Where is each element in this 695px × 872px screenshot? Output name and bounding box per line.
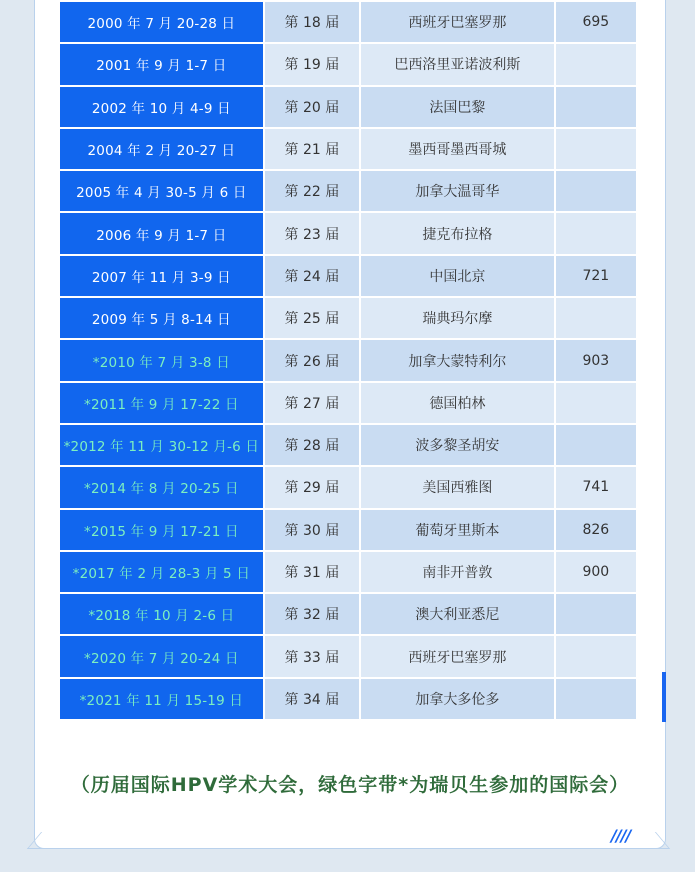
table-row	[60, 467, 636, 507]
city-cell: 捷克布拉格	[361, 213, 554, 253]
city-cell: 加拿大蒙特利尔	[361, 340, 554, 380]
attendance-cell: 900	[556, 552, 636, 592]
session-cell: 第 32 届	[265, 594, 359, 634]
scroll-indicator	[662, 672, 666, 722]
session-cell: 第 23 届	[265, 213, 359, 253]
session-cell: 第 25 届	[265, 298, 359, 338]
session-cell: 第 30 届	[265, 510, 359, 550]
table-row	[60, 679, 636, 719]
table-row	[60, 594, 636, 634]
table-row	[60, 298, 636, 338]
table-row	[60, 552, 636, 592]
attendance-cell	[556, 44, 636, 84]
city-cell: 加拿大温哥华	[361, 171, 554, 211]
city-cell: 澳大利亚悉尼	[361, 594, 554, 634]
decorative-slashes: ////	[611, 826, 631, 845]
city-cell: 波多黎圣胡安	[361, 425, 554, 465]
session-cell: 第 24 届	[265, 256, 359, 296]
date-cell: 2000 年 7 月 20-28 日	[60, 2, 263, 42]
date-cell: *2011 年 9 月 17-22 日	[60, 383, 263, 423]
date-cell: 2001 年 9 月 1-7 日	[60, 44, 263, 84]
attendance-cell	[556, 594, 636, 634]
session-cell: 第 34 届	[265, 679, 359, 719]
city-cell: 南非开普敦	[361, 552, 554, 592]
city-cell: 加拿大多伦多	[361, 679, 554, 719]
attendance-cell	[556, 636, 636, 676]
session-cell: 第 20 届	[265, 87, 359, 127]
city-cell: 西班牙巴塞罗那	[361, 636, 554, 676]
date-cell: 2005 年 4 月 30-5 月 6 日	[60, 171, 263, 211]
city-cell: 葡萄牙里斯本	[361, 510, 554, 550]
attendance-cell	[556, 87, 636, 127]
attendance-cell	[556, 425, 636, 465]
table-row	[60, 2, 636, 42]
attendance-cell	[556, 171, 636, 211]
attendance-cell: 903	[556, 340, 636, 380]
city-cell: 巴西洛里亚诺波利斯	[361, 44, 554, 84]
date-cell: *2017 年 2 月 28-3 月 5 日	[60, 552, 263, 592]
city-cell: 德国柏林	[361, 383, 554, 423]
date-cell: *2020 年 7 月 20-24 日	[60, 636, 263, 676]
date-cell: 2007 年 11 月 3-9 日	[60, 256, 263, 296]
date-cell: *2012 年 11 月 30-12 月-6 日	[60, 425, 263, 465]
table-caption: （历届国际HPV学术大会，绿色字带*为瑞贝生参加的国际会）	[70, 774, 630, 796]
city-cell: 美国西雅图	[361, 467, 554, 507]
date-cell: *2010 年 7 月 3-8 日	[60, 340, 263, 380]
attendance-cell	[556, 383, 636, 423]
session-cell: 第 33 届	[265, 636, 359, 676]
date-cell: *2015 年 9 月 17-21 日	[60, 510, 263, 550]
attendance-cell: 741	[556, 467, 636, 507]
session-cell: 第 18 届	[265, 2, 359, 42]
table-row	[60, 425, 636, 465]
city-cell: 法国巴黎	[361, 87, 554, 127]
table-row	[60, 383, 636, 423]
conference-table-body	[60, 2, 636, 719]
table-row	[60, 87, 636, 127]
session-cell: 第 22 届	[265, 171, 359, 211]
attendance-cell	[556, 298, 636, 338]
city-cell: 西班牙巴塞罗那	[361, 2, 554, 42]
table-row	[60, 510, 636, 550]
table-row	[60, 340, 636, 380]
session-cell: 第 19 届	[265, 44, 359, 84]
attendance-cell	[556, 679, 636, 719]
conference-table-container	[60, 0, 640, 721]
date-cell: *2021 年 11 月 15-19 日	[60, 679, 263, 719]
session-cell: 第 21 届	[265, 129, 359, 169]
table-row	[60, 213, 636, 253]
session-cell: 第 26 届	[265, 340, 359, 380]
table-row	[60, 129, 636, 169]
date-cell: *2018 年 10 月 2-6 日	[60, 594, 263, 634]
table-row	[60, 636, 636, 676]
table-row	[60, 256, 636, 296]
date-cell: 2006 年 9 月 1-7 日	[60, 213, 263, 253]
attendance-cell	[556, 213, 636, 253]
date-cell: 2004 年 2 月 20-27 日	[60, 129, 263, 169]
attendance-cell: 826	[556, 510, 636, 550]
city-cell: 墨西哥墨西哥城	[361, 129, 554, 169]
conference-table	[58, 0, 638, 721]
session-cell: 第 29 届	[265, 467, 359, 507]
city-cell: 中国北京	[361, 256, 554, 296]
table-row	[60, 44, 636, 84]
city-cell: 瑞典玛尔摩	[361, 298, 554, 338]
attendance-cell: 695	[556, 2, 636, 42]
attendance-cell: 721	[556, 256, 636, 296]
session-cell: 第 31 届	[265, 552, 359, 592]
session-cell: 第 27 届	[265, 383, 359, 423]
table-row	[60, 171, 636, 211]
date-cell: *2014 年 8 月 20-25 日	[60, 467, 263, 507]
session-cell: 第 28 届	[265, 425, 359, 465]
date-cell: 2009 年 5 月 8-14 日	[60, 298, 263, 338]
date-cell: 2002 年 10 月 4-9 日	[60, 87, 263, 127]
attendance-cell	[556, 129, 636, 169]
